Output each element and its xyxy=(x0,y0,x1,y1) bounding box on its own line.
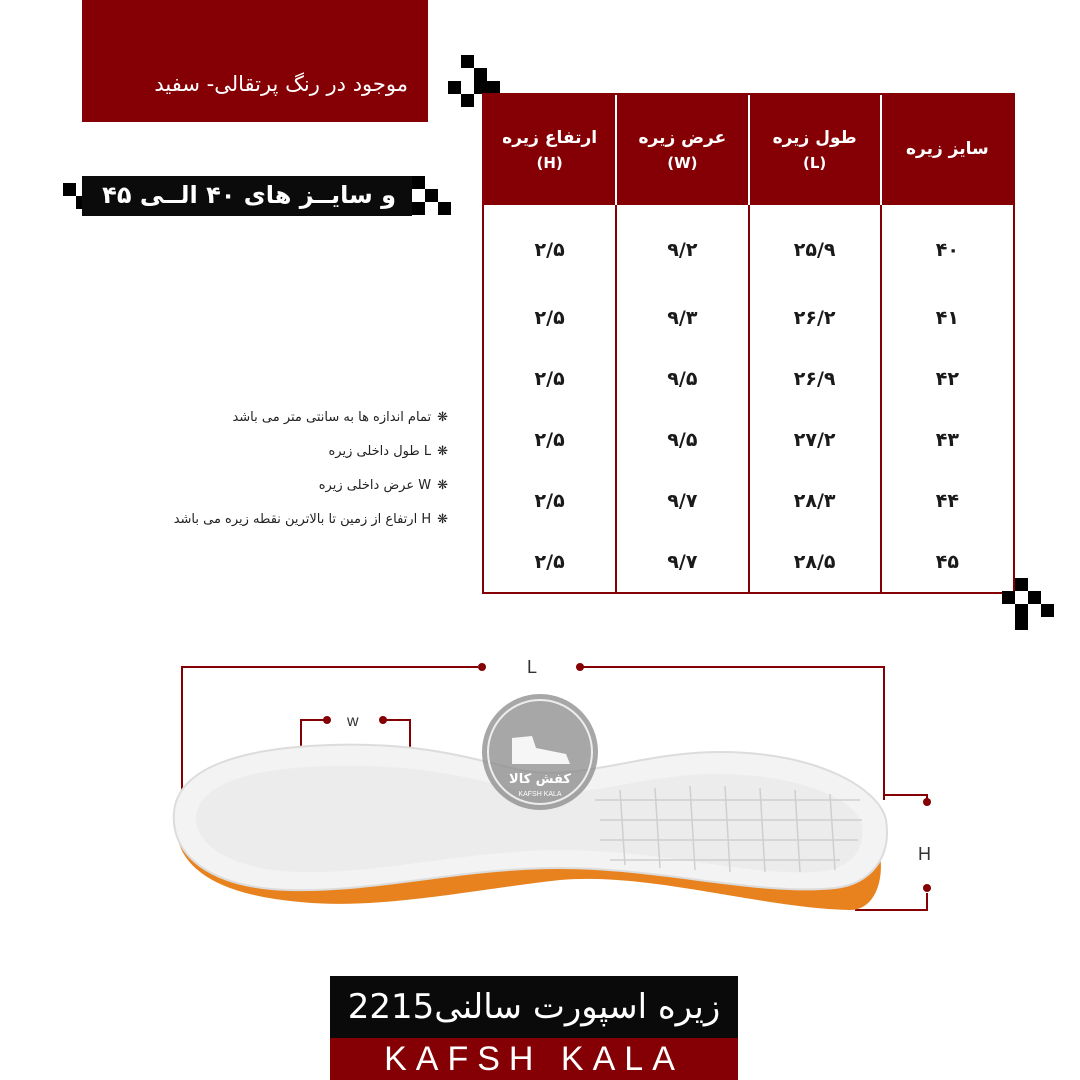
logo-subtext: KAFSH KALA xyxy=(518,791,562,798)
size-range-banner xyxy=(82,176,412,216)
height-label: H xyxy=(918,844,931,864)
column-header-length: طول زیره (L) xyxy=(749,95,881,205)
color-availability-banner xyxy=(82,0,428,122)
column-header-width: عرض زیره (W) xyxy=(616,95,748,205)
table-cell: ۲۸/۵ xyxy=(749,531,881,592)
table-row xyxy=(484,410,1013,471)
checker-decoration xyxy=(1015,604,1028,617)
table-row xyxy=(484,470,1013,531)
checker-decoration xyxy=(1028,591,1041,604)
checker-decoration xyxy=(1041,604,1054,617)
note-bullet-icon: ❋ xyxy=(437,478,448,493)
checker-decoration xyxy=(412,176,425,189)
checker-decoration xyxy=(461,94,474,107)
product-title-box xyxy=(330,976,738,1038)
table-cell: ۲/۵ xyxy=(534,550,565,573)
table-cell: ۴۳ xyxy=(881,410,1013,471)
kafsh-kala-logo xyxy=(482,694,598,810)
table-cell: ۲/۵ xyxy=(534,239,565,262)
table-cell: ۲/۵ xyxy=(534,428,565,451)
length-marker xyxy=(478,663,486,671)
table-cell: ۹/۲ xyxy=(616,205,748,288)
sole-dimension-diagram xyxy=(0,640,1080,970)
table-cell: ۴۰ xyxy=(881,205,1013,288)
height-marker xyxy=(923,798,931,806)
note-bullet-icon: ❋ xyxy=(437,410,448,425)
brand-name: KAFSH KALA xyxy=(384,1040,684,1078)
table-cell: ۲/۵ xyxy=(534,368,565,391)
width-marker xyxy=(379,716,387,724)
brand-box xyxy=(330,1038,738,1080)
table-cell: ۲/۵ xyxy=(534,489,565,512)
checker-decoration xyxy=(474,68,487,81)
width-marker xyxy=(323,716,331,724)
product-title: زیره اسپورت سالنی2215 xyxy=(347,987,721,1027)
note-item: ❋H ارتفاع از زمین تا بالاترین نقطه زیره می باشد xyxy=(173,512,448,527)
table-cell: ۴۲ xyxy=(881,349,1013,410)
table-cell: ۹/۷ xyxy=(616,531,748,592)
length-label: L xyxy=(527,657,538,677)
table-cell: ۹/۳ xyxy=(616,288,748,349)
table-row xyxy=(484,205,1013,288)
size-table-container xyxy=(482,93,1015,594)
table-row xyxy=(484,349,1013,410)
height-marker xyxy=(923,884,931,892)
table-header-row xyxy=(484,95,1013,205)
note-item: ❋W عرض داخلی زیره xyxy=(318,478,448,493)
table-row xyxy=(484,531,1013,592)
checker-decoration xyxy=(412,202,425,215)
color-availability-text: موجود در رنگ پرتقالی- سفید xyxy=(154,72,408,96)
length-marker xyxy=(576,663,584,671)
table-cell: ۴۱ xyxy=(881,288,1013,349)
checker-decoration xyxy=(1015,578,1028,591)
checker-decoration xyxy=(63,196,76,209)
note-bullet-icon: ❋ xyxy=(437,512,448,527)
logo-text: کفش کالا xyxy=(509,772,571,787)
checker-decoration xyxy=(1015,617,1028,630)
measurement-notes xyxy=(128,408,448,544)
table-cell: ۲۶/۲ xyxy=(749,288,881,349)
checker-decoration xyxy=(448,81,461,94)
note-item: ❋تمام اندازه ها به سانتی متر می باشد xyxy=(232,410,448,425)
table-cell: ۹/۷ xyxy=(616,470,748,531)
note-bullet-icon: ❋ xyxy=(437,444,448,459)
table-row xyxy=(484,288,1013,349)
table-cell: ۲/۵ xyxy=(534,307,565,330)
table-cell: ۹/۵ xyxy=(616,349,748,410)
checker-decoration xyxy=(438,202,451,215)
checker-decoration xyxy=(461,55,474,68)
note-item: ❋L طول داخلی زیره xyxy=(328,444,448,459)
checker-decoration xyxy=(63,183,76,196)
width-label: w xyxy=(347,713,359,730)
size-table xyxy=(484,95,1013,592)
table-cell: ۴۴ xyxy=(881,470,1013,531)
table-cell: ۲۷/۲ xyxy=(749,410,881,471)
table-cell: ۲۵/۹ xyxy=(749,205,881,288)
column-header-size: سایز زیره xyxy=(881,95,1013,205)
table-cell: ۹/۵ xyxy=(616,410,748,471)
table-cell: ۲۶/۹ xyxy=(749,349,881,410)
size-range-text: و سایــز های ۴۰ الــی ۴۵ xyxy=(102,181,396,209)
table-cell: ۴۵ xyxy=(881,531,1013,592)
checker-decoration xyxy=(425,189,438,202)
column-header-height: ارتفاع زیره (H) xyxy=(484,95,616,205)
table-cell: ۲۸/۳ xyxy=(749,470,881,531)
checker-decoration xyxy=(1002,591,1015,604)
